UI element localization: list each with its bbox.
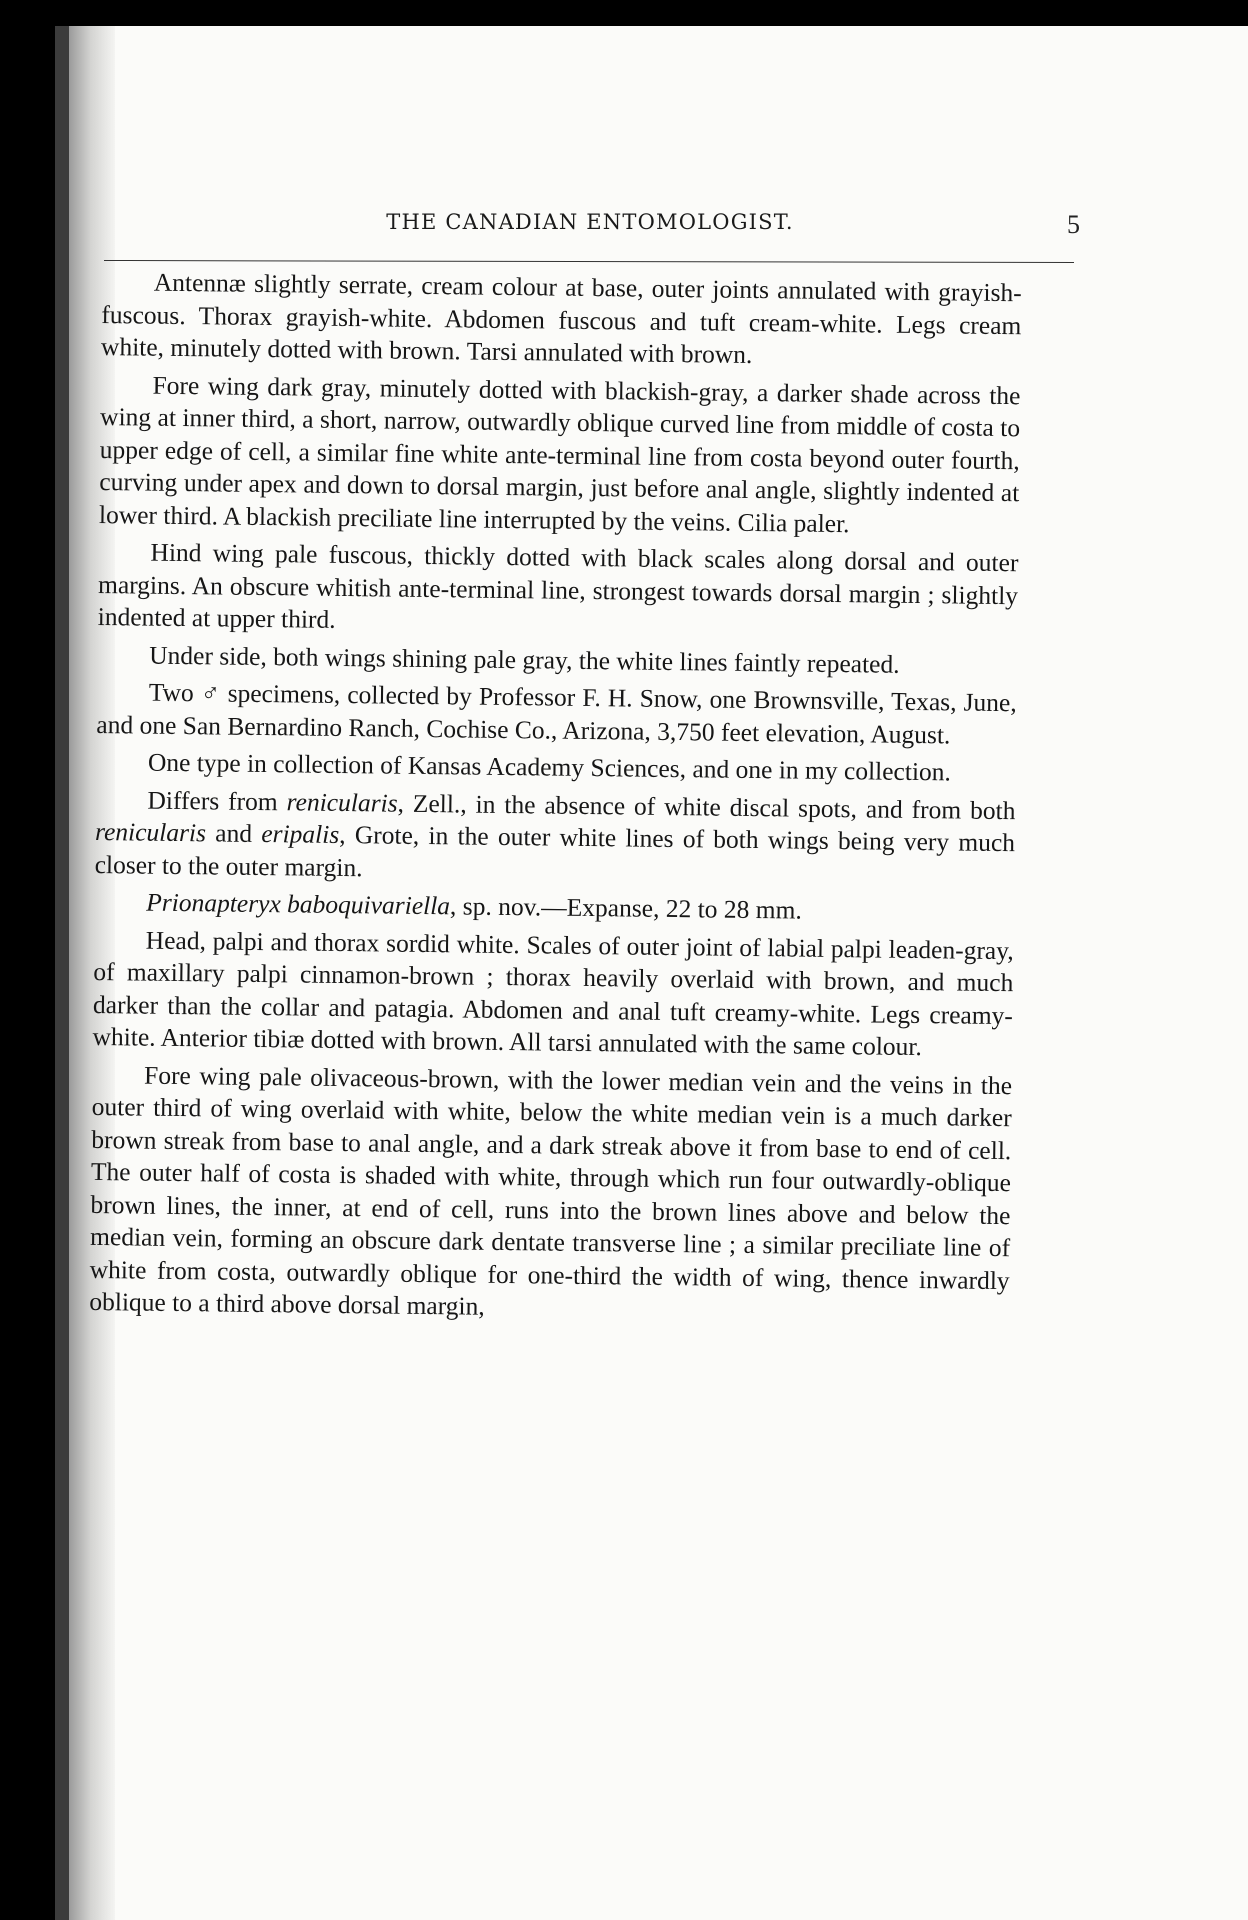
taxon-name: renicularis — [286, 786, 398, 818]
paragraph-head: Head, palpi and thorax sordid white. Scales of outer joint of labial palpi leaden-gray, of maxillary palpi cinnamon-brown ; thorax heavily overlaid with brown, and much darker than the collar and patagia. Abdomen and anal tuft creamy-white. Legs creamy-white. Anterior tibiæ dotted with brown. All tarsi annulated with the same colour. — [92, 925, 1014, 1062]
text: , Zell., in the absence of white discal spots, and from both — [397, 788, 1016, 825]
paragraph-hind-wing: Hind wing pale fuscous, thickly dotted with black scales along dorsal and outer margins. An obscure whitish ante-terminal line, strongest towards dorsal margin ; slightly indented at upper third. — [97, 537, 1019, 634]
running-title: THE CANADIAN ENTOMOLOGIST. — [386, 210, 794, 234]
page-number: 5 — [1067, 210, 1080, 239]
text: Differs from — [147, 785, 287, 816]
paragraph-type: One type in collection of Kansas Academy Sciences, and one in my collection. — [147, 747, 952, 787]
paragraph-fore-wing-2: Fore wing pale olivaceous-brown, with the lower median vein and the veins in the outer third of wing overlaid with white, below the white median vein is a much darker brown streak from base to anal angle, and a dark streak above it from base to end of cell. The outer half of costa is shaded with white, through which run four outwardly-oblique brown lines, the inner, at end of cell, runs into the brown lines above and below the median vein, forming an obscure dark dentate transverse line ; a similar preciliate line of white from costa, outwardly oblique for one-third the width of wing, thence inwardly oblique to a third above dorsal margin, — [89, 1060, 1013, 1321]
taxon-name: eripalis — [261, 818, 340, 849]
taxon-name: renicularis — [94, 816, 207, 848]
species-expanse: , sp. nov.—Expanse, 22 to 28 mm. — [449, 891, 802, 925]
page-edge — [55, 26, 69, 1920]
paragraph-differs — [94, 783, 1015, 892]
body-text — [89, 266, 1022, 1335]
text: and — [205, 818, 262, 848]
species-heading — [94, 886, 1014, 930]
running-header — [100, 206, 1080, 246]
paragraph-fore-wing: Fore wing dark gray, minutely dotted with blackish-gray, a darker shade across the wing at inner third, a short, narrow, outwardly oblique curved line from middle of costa to upper edge of cell, a similar fine white ante-terminal line from costa beyond outer fourth, curving under apex and down to dorsal margin, just before anal angle, slightly indented at lower third. A blackish preciliate line interrupted by the veins. Cilia paler. — [98, 370, 1021, 538]
species-name: Prionapteryx baboquivariella — [146, 887, 451, 921]
text: , Grote, in the outer white lines of both wings being very much closer to the outer margin. — [94, 819, 1016, 882]
paragraph-antennae: Antennæ slightly serrate, cream colour at base, outer joints annulated with grayish-fuscous. Thorax grayish-white. Abdomen fuscous and tuft cream-white. Legs cream white, minutely dotted with brown. Tarsi annulated with brown. — [100, 267, 1022, 369]
paragraph-specimens: Two ♂ specimens, collected by Professor F. H. Snow, one Brownsville, Texas, June, and one San Bernardino Ranch, Cochise Co., Arizona, 3,750 feet elevation, August. — [96, 677, 1017, 749]
paragraph-under-side: Under side, both wings shining pale gray, the white lines faintly repeated. — [149, 640, 900, 679]
